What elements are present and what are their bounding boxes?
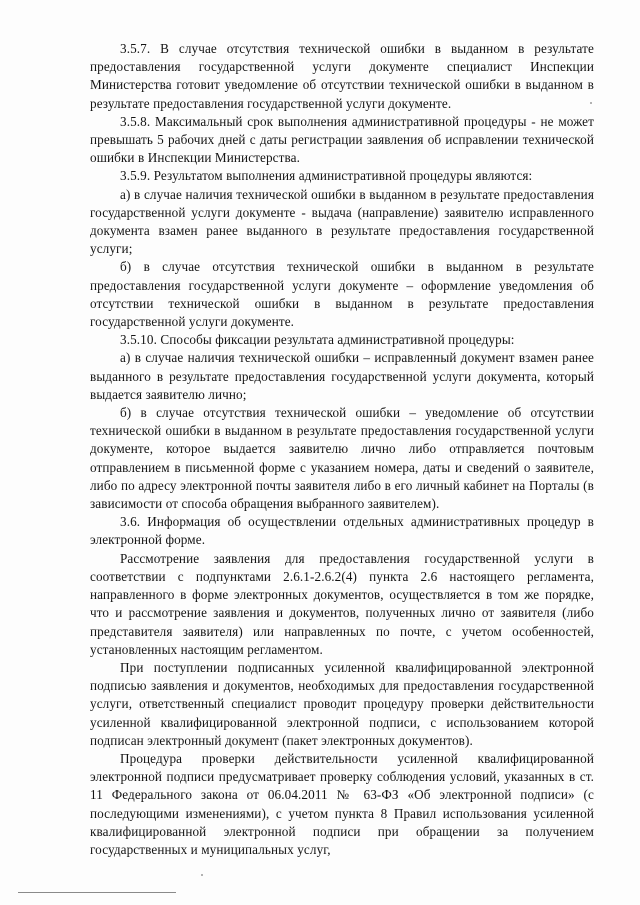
paragraph-3-5-10-b: б) в случае отсутствия технической ошибки – уведомление об отсутствии технической ошибки в выданном в результате предоставления государственной услуги документе, которое выдается заявителю лично либо отправляется почтовым отправлением в письменной форме с указанием номера, даты и сведений о заявителе, либо по адресу электронной почты заявителя либо в его личный кабинет на Порталы (в зависимости от способа обращения выбранного заявителем). <box>90 405 594 512</box>
footnote-separator <box>18 892 176 893</box>
paragraph-3-5-8: 3.5.8. Максимальный срок выполнения административной процедуры - не может превышать 5 рабочих дней с даты регистрации заявления об исправлении технической ошибки в Инспекции Министерства. <box>90 113 594 166</box>
scan-speck <box>590 102 592 104</box>
paragraph-3-5-9: 3.5.9. Результатом выполнения административной процедуры являются: <box>120 168 533 184</box>
paragraph-review-application: Рассмотрение заявления для предоставления государственной услуги в соответствии с подпунктами 2.6.1-2.6.2(4) пункта 2.6 настоящего регламента, направленного в форме электронных документов, осуществляется в том же порядке, что и рассмотрение заявления и документов, полученных лично от заявителя (либо представителя заявителя) или направленных по почте, с учетом особенностей, установленных настоящим регламентом. <box>90 550 594 657</box>
paragraph-3-5-10-a: а) в случае наличия технической ошибки – исправленный документ взамен ранее выданного в результате предоставления государственной услуги документа, который выдается заявителю лично; <box>90 350 594 402</box>
paragraph-3-5-7: 3.5.7. В случае отсутствия технической ошибки в выданном в результате предоставления государственной услуги документе специалист Инспекции Министерства готовит уведомление об отсутствии технической ошибки в выданном в результате предоставления государственной услуги документе. <box>90 41 594 111</box>
scan-speck <box>201 874 203 876</box>
paragraph-verification-procedure: Процедура проверки действительности усиленной квалифицированной электронной подписи предусматривает проверку соблюдения условий, указанных в ст. 11 Федерального закона от 06.04.2011 № 63-ФЗ «Об электронной подписи» (с последующими изменениями), с учетом пункта 8 Правил использования усиленной квалифицированной электронной подписи при обращении за получением государственных и муниципальных услуг, <box>90 750 594 857</box>
paragraph-3-5-9-a: а) в случае наличия технической ошибки в выданном в результате предоставления государственной услуги документе - выдача (направление) заявителю исправленного документа взамен ранее выданного в результате предоставления государственной услуги; <box>90 186 594 257</box>
paragraph-3-6: 3.6. Информация об осуществлении отдельных административных процедур в электронной форме. <box>90 514 594 548</box>
paragraph-3-5-9-b: б) в случае отсутствия технической ошибки в выданном в результате предоставления государственной услуги документе – оформление уведомления об отсутствии технической ошибки в выданном в результате предоставления государственной услуги документе. <box>90 259 594 330</box>
paragraph-3-5-10: 3.5.10. Способы фиксации результата административной процедуры: <box>120 332 515 348</box>
document-body <box>90 40 594 859</box>
paragraph-signature-check: При поступлении подписанных усиленной квалифицированной электронной подписью заявления и документов, необходимых для предоставления государственной услуги, ответственный специалист проводит процедуру проверки действительности усиленной квалифицированной электронной подписи, с использованием которой подписан электронный документ (пакет электронных документов). <box>90 659 594 748</box>
